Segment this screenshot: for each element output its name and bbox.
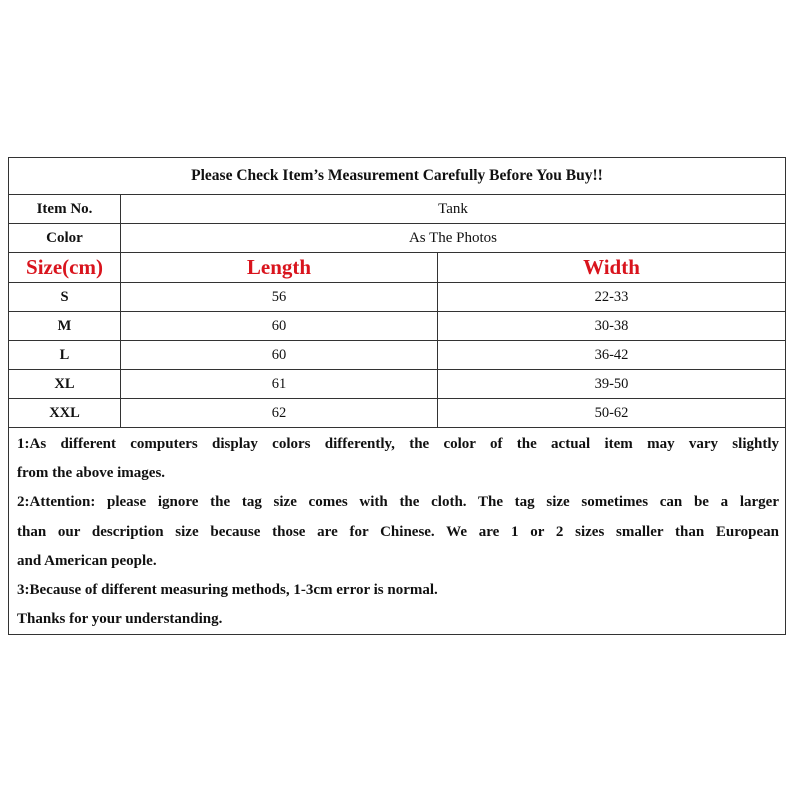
length-cell: 60 (121, 312, 438, 341)
note-2-line-2: than our description size because those are for Chinese. We are 1 or 2 sizes smaller than European (17, 523, 779, 540)
length-cell: 61 (121, 370, 438, 399)
size-cell: XL (9, 370, 121, 399)
width-cell: 50-62 (438, 399, 786, 428)
length-cell: 60 (121, 341, 438, 370)
table-row (9, 341, 786, 370)
thanks-note: Thanks for your understanding. (17, 611, 223, 628)
size-cell: XXL (9, 399, 121, 428)
width-header: Width (438, 253, 786, 283)
size-header: Size(cm) (9, 253, 121, 283)
table-row (9, 370, 786, 399)
length-cell: 62 (121, 399, 438, 428)
table-row (9, 312, 786, 341)
note-2-line-3: and American people. (17, 552, 157, 569)
width-cell: 22-33 (438, 283, 786, 312)
color-label: Color (9, 224, 121, 253)
width-cell: 30-38 (438, 312, 786, 341)
note-2-line-1: 2:Attention: please ignore the tag size comes with the cloth. The tag size sometimes can be a larger (17, 494, 779, 511)
item-no-value: Tank (121, 195, 786, 224)
note-1-line-2: from the above images. (17, 465, 166, 482)
table-row (9, 283, 786, 312)
width-cell: 39-50 (438, 370, 786, 399)
width-cell: 36-42 (438, 341, 786, 370)
color-value: As The Photos (121, 224, 786, 253)
size-cell: M (9, 312, 121, 341)
size-cell: S (9, 283, 121, 312)
table-row (9, 399, 786, 428)
note-3: 3:Because of different measuring methods, 1-3cm error is normal. (17, 582, 438, 599)
note-1-line-1: 1:As different computers display colors differently, the color of the actual item may vary slightly (17, 436, 779, 452)
notes-section (9, 428, 786, 635)
length-cell: 56 (121, 283, 438, 312)
chart-title: Please Check Item’s Measurement Carefully Before You Buy!! (9, 158, 786, 195)
size-cell: L (9, 341, 121, 370)
item-no-label: Item No. (9, 195, 121, 224)
length-header: Length (121, 253, 438, 283)
size-chart-table (8, 157, 786, 635)
